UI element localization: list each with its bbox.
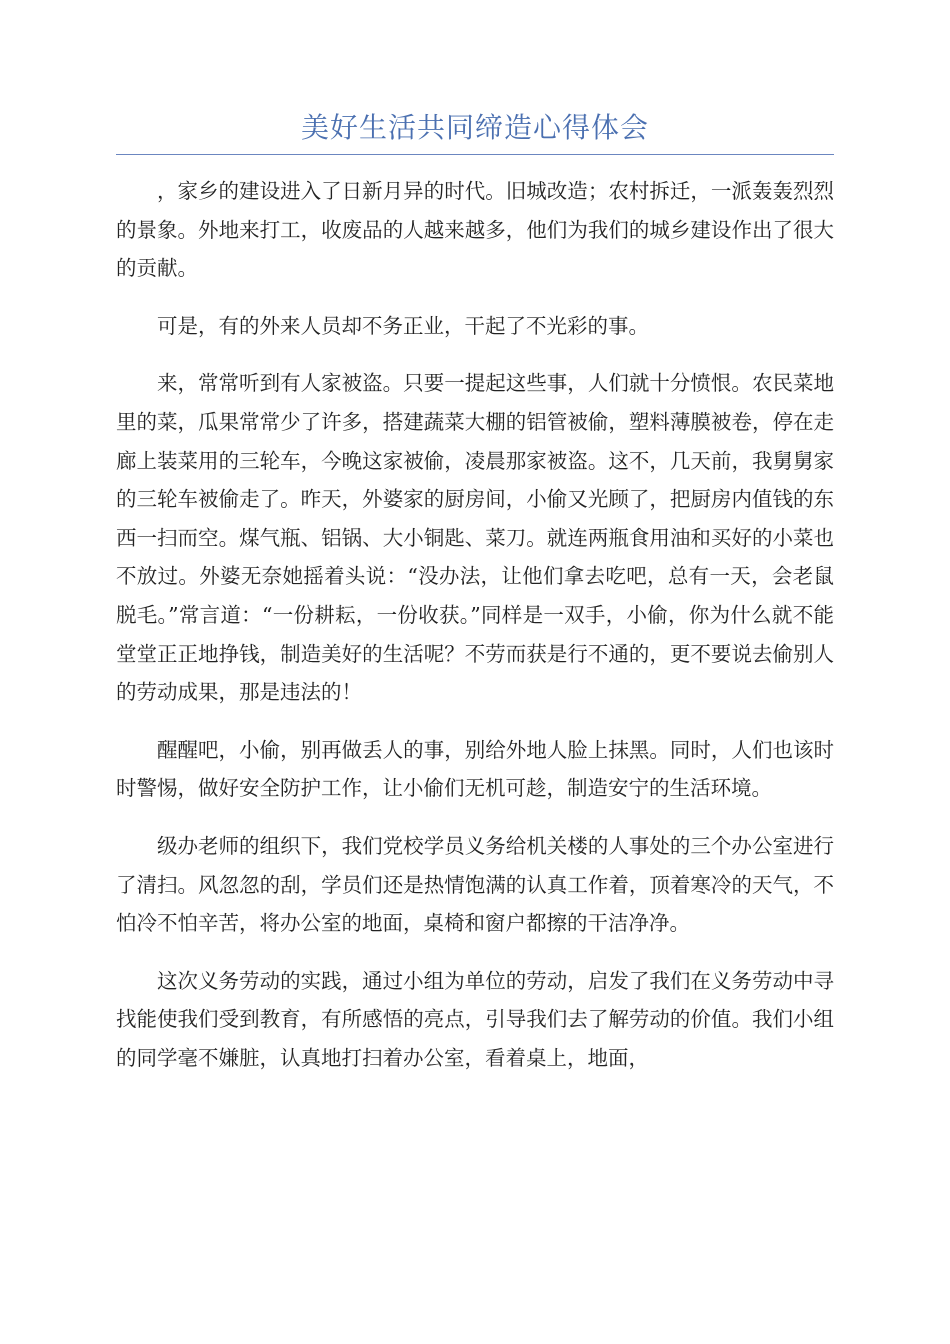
paragraph: 这次义务劳动的实践，通过小组为单位的劳动，启发了我们在义务劳动中寻找能使我们受到教育，有所感悟的亮点，引导我们去了解劳动的价值。我们小组的同学毫不嫌脏，认真地打扫着办公室，看着桌上，地面，: [116, 968, 834, 1070]
title-divider: [116, 154, 834, 155]
paragraph: 醒醒吧，小偷，别再做丢人的事，别给外地人脸上抹黑。同时，人们也该时时警惕，做好安全防护工作，让小偷们无机可趁，制造安宁的生活环境。: [116, 737, 834, 801]
paragraph: ，家乡的建设进入了日新月异的时代。旧城改造；农村拆迁，一派轰轰烈烈的景象。外地来打工，收废品的人越来越多，他们为我们的城乡建设作出了很大的贡献。: [116, 179, 834, 281]
document-title: 美好生活共同缔造心得体会: [300, 111, 649, 144]
document-body: [116, 172, 834, 1096]
paragraph: 来，常常听到有人家被盗。只要一提起这些事，人们就十分愤恨。农民菜地里的菜，瓜果常常少了许多，搭建蔬菜大棚的铝管被偷，塑料薄膜被卷，停在走廊上装菜用的三轮车，今晚这家被偷，凌晨那家被盗。这不，几天前，我舅舅家的三轮车被偷走了。昨天，外婆家的厨房间，小偷又光顾了，把厨房内值钱的东西一扫而空。煤气瓶、铝锅、大小铜匙、菜刀。就连两瓶食用油和买好的小菜也不放过。外婆无奈她摇着头说：“没办法，让他们拿去吃吧，总有一天，会老鼠脱毛。”常言道：“一份耕耘，一份收获。”同样是一双手，小偷，你为什么就不能堂堂正正地挣钱，制造美好的生活呢？不劳而获是行不通的，更不要说去偷别人的劳动成果，那是违法的！: [116, 371, 834, 705]
paragraph: 级办老师的组织下，我们党校学员义务给机关楼的人事处的三个办公室进行了清扫。风忽忽的刮，学员们还是热情饱满的认真工作着，顶着寒冷的天气，不怕冷不怕辛苦，将办公室的地面，桌椅和窗户都擦的干洁净净。: [116, 833, 834, 936]
paragraph: 可是，有的外来人员却不务正业，干起了不光彩的事。: [157, 313, 649, 338]
